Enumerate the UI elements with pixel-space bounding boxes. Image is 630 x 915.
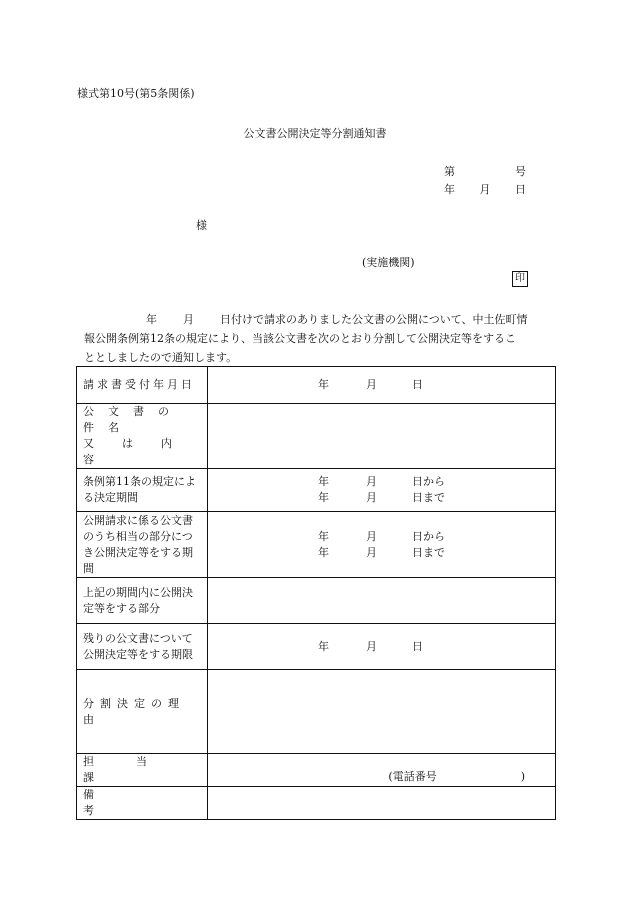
table-row [77,404,556,469]
document-title: 公文書公開決定等分割通知書 [243,127,387,140]
date-month: 月 [479,183,491,196]
intro-line-3: ととしましたので通知します。 [84,351,238,364]
split-reason-value[interactable] [208,670,556,754]
table-row [77,754,556,787]
addressee-suffix: 様 [196,219,207,232]
decision-period-value: 年 月 日から 年 月 日まで [208,469,556,512]
department-label: 担当課 [77,754,208,787]
table-row [77,367,556,404]
decision-period-label: 条例第11条の規定による決定期間 [77,469,208,512]
intro-line-2: 報公開条例第12条の規定により、当該公文書を次のとおり分割して公開決定等をするこ [84,332,516,345]
intro-paragraph [84,310,554,367]
remaining-deadline-value: 年 月 日 [208,624,556,670]
date-year: 年 [444,183,455,196]
table-row [77,670,556,754]
intro-year: 年 [146,313,157,326]
remaining-deadline-label: 残りの公文書について公開決定等をする期限 [77,624,208,670]
department-value[interactable]: (電話番号 ) [208,754,556,787]
intro-line-1-text: 日付けで請求のありました公文書の公開について、中土佐町情 [220,313,528,326]
decided-part-label: 上記の期間内に公開決定等をする部分 [77,578,208,624]
table-row [77,578,556,624]
decided-part-value[interactable] [208,578,556,624]
seal-box: 印 [512,271,528,287]
table-row [77,469,556,512]
subject-label: 公文書の件名 又は内容 [77,404,208,469]
remarks-label: 備考 [77,787,208,820]
number-prefix: 第 [444,165,455,178]
receipt-date-label: 請求書受付年月日 [77,367,208,404]
intro-line-1 [84,310,554,329]
subject-value[interactable] [208,404,556,469]
partial-period-value: 年 月 日から 年 月 日まで [208,512,556,578]
receipt-date-value: 年 月 日 [208,367,556,404]
date-day: 日 [515,183,526,196]
number-suffix: 号 [515,165,526,178]
split-reason-label: 分割決定の理由 [77,670,208,754]
table-row [77,512,556,578]
implementing-agency: (実施機関) [362,256,415,269]
partial-period-label: 公開請求に係る公文書のうち相当の部分につき公開決定等をする期間 [77,512,208,578]
table-row [77,787,556,820]
document-date-row [444,181,526,197]
table-row [77,624,556,670]
form-code: 様式第10号(第5条関係) [77,87,195,100]
notification-table [76,366,556,820]
remarks-value[interactable] [208,787,556,820]
intro-month: 月 [183,313,194,326]
document-number-row [444,163,526,179]
